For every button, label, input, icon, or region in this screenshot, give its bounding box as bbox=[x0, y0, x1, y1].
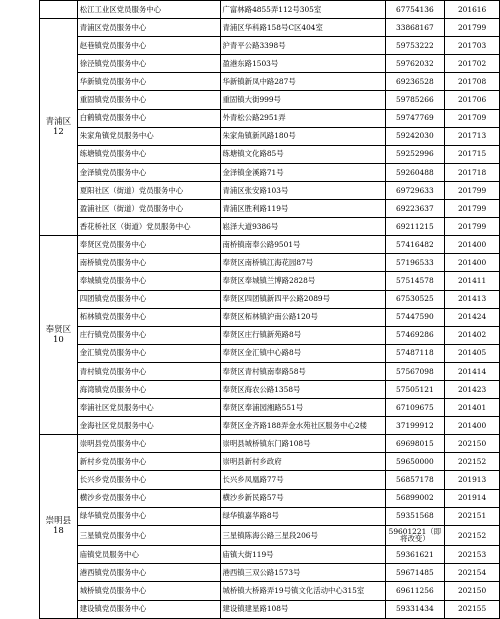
center-name-cell: 海湾镇党员服务中心 bbox=[77, 380, 220, 398]
table-row bbox=[40, 600, 500, 618]
phone-cell: 59747769 bbox=[385, 109, 445, 127]
table-row bbox=[40, 254, 500, 272]
zip-cell: 201424 bbox=[445, 308, 500, 326]
phone-cell: 59351568 bbox=[385, 507, 445, 525]
address-cell: 奉贤区柘林镇沪南公路120号 bbox=[220, 308, 385, 326]
address-cell: 三星镇陈海公路三星段206号 bbox=[220, 525, 385, 546]
zip-cell: 201414 bbox=[445, 362, 500, 380]
center-name-cell: 奉城镇党员服务中心 bbox=[77, 272, 220, 290]
phone-cell: 57469286 bbox=[385, 326, 445, 344]
zip-cell: 202153 bbox=[445, 546, 500, 564]
address-cell: 奉贤区南桥镇江海花园87号 bbox=[220, 254, 385, 272]
table-row bbox=[40, 1, 500, 19]
table-row bbox=[40, 344, 500, 362]
district-cell bbox=[40, 19, 78, 236]
center-name-cell: 长兴乡党员服务中心 bbox=[77, 471, 220, 489]
table-row bbox=[40, 308, 500, 326]
table-row bbox=[40, 163, 500, 181]
phone-cell: 59331434 bbox=[385, 600, 445, 618]
phone-cell: 59753222 bbox=[385, 37, 445, 55]
center-name-cell: 新村乡党员服务中心 bbox=[77, 453, 220, 471]
table-row bbox=[40, 471, 500, 489]
address-cell: 奉贤区庄行镇新苑路8号 bbox=[220, 326, 385, 344]
address-cell: 奉贤区金汇镇中心路8号 bbox=[220, 344, 385, 362]
phone-cell: 57567098 bbox=[385, 362, 445, 380]
phone-cell: 69211215 bbox=[385, 218, 445, 236]
table-row bbox=[40, 582, 500, 600]
phone-cell: 57196533 bbox=[385, 254, 445, 272]
phone-cell: 37199912 bbox=[385, 417, 445, 435]
center-name-cell: 建设镇党员服务中心 bbox=[77, 600, 220, 618]
center-name-cell: 奉浦社区党员服务中心 bbox=[77, 399, 220, 417]
phone-cell: 33868167 bbox=[385, 19, 445, 37]
address-cell: 沪青平公路3398号 bbox=[220, 37, 385, 55]
table-row bbox=[40, 37, 500, 55]
table-row bbox=[40, 489, 500, 507]
center-name-cell: 城桥镇党员服务中心 bbox=[77, 582, 220, 600]
district-name: 奉贤区 bbox=[45, 324, 72, 335]
zip-cell: 201703 bbox=[445, 37, 500, 55]
address-cell: 青浦区胜利路119号 bbox=[220, 200, 385, 218]
address-cell: 广富林路4855弄112号305室 bbox=[220, 1, 385, 19]
center-name-cell: 庄行镇党员服务中心 bbox=[77, 326, 220, 344]
district-cell bbox=[40, 1, 78, 19]
phone-cell: 67530525 bbox=[385, 290, 445, 308]
table-row bbox=[40, 507, 500, 525]
zip-cell: 202152 bbox=[445, 453, 500, 471]
phone-cell: 67754136 bbox=[385, 1, 445, 19]
address-cell: 长兴乡凤凰路77号 bbox=[220, 471, 385, 489]
address-cell: 盈港东路1503号 bbox=[220, 55, 385, 73]
center-name-cell: 重固镇党员服务中心 bbox=[77, 91, 220, 109]
phone-cell: 56857178 bbox=[385, 471, 445, 489]
center-name-cell: 徐泾镇党员服务中心 bbox=[77, 55, 220, 73]
zip-cell: 201718 bbox=[445, 163, 500, 181]
zip-cell: 201413 bbox=[445, 290, 500, 308]
center-name-cell: 四团镇党员服务中心 bbox=[77, 290, 220, 308]
address-cell: 青浦区华科路158号C区404室 bbox=[220, 19, 385, 37]
center-name-cell: 盈浦社区（街道）党员服务中心 bbox=[77, 200, 220, 218]
district-cell bbox=[40, 435, 78, 618]
table-row bbox=[40, 272, 500, 290]
address-cell: 奉贤区四团镇新四平公路2089号 bbox=[220, 290, 385, 308]
center-name-cell: 横沙乡党员服务中心 bbox=[77, 489, 220, 507]
table-row bbox=[40, 236, 500, 254]
table-row bbox=[40, 326, 500, 344]
zip-cell: 202150 bbox=[445, 435, 500, 453]
table-row bbox=[40, 145, 500, 163]
zip-cell: 201799 bbox=[445, 218, 500, 236]
table-row bbox=[40, 19, 500, 37]
address-cell: 南桥镇南奉公路9501号 bbox=[220, 236, 385, 254]
phone-cell: 56899002 bbox=[385, 489, 445, 507]
phone-cell: 57487118 bbox=[385, 344, 445, 362]
phone-cell: 59242030 bbox=[385, 127, 445, 145]
zip-cell: 202152 bbox=[445, 525, 500, 546]
address-cell: 崧泽大道9386号 bbox=[220, 218, 385, 236]
zip-cell: 201799 bbox=[445, 181, 500, 199]
address-cell: 横沙乡新民路57号 bbox=[220, 489, 385, 507]
table-row bbox=[40, 218, 500, 236]
zip-cell: 201799 bbox=[445, 200, 500, 218]
table-row bbox=[40, 546, 500, 564]
zip-cell: 202154 bbox=[445, 564, 500, 582]
address-cell: 绿华镇嘉华路8号 bbox=[220, 507, 385, 525]
phone-cell: 59260488 bbox=[385, 163, 445, 181]
table-row bbox=[40, 181, 500, 199]
zip-cell: 201715 bbox=[445, 145, 500, 163]
zip-cell: 201400 bbox=[445, 254, 500, 272]
center-name-cell: 夏阳社区（街道）党员服务中心 bbox=[77, 181, 220, 199]
zip-cell: 201914 bbox=[445, 489, 500, 507]
address-cell: 奉贤区青村镇南奉路58号 bbox=[220, 362, 385, 380]
table-row bbox=[40, 399, 500, 417]
phone-cell: 57447590 bbox=[385, 308, 445, 326]
district-count: 18 bbox=[52, 526, 64, 537]
address-cell: 崇明县城桥镇东门路108号 bbox=[220, 435, 385, 453]
phone-cell: 69698015 bbox=[385, 435, 445, 453]
phone-cell: 59252996 bbox=[385, 145, 445, 163]
table-row bbox=[40, 55, 500, 73]
address-cell: 金泽镇金溪路71号 bbox=[220, 163, 385, 181]
table-row bbox=[40, 200, 500, 218]
zip-cell: 201616 bbox=[445, 1, 500, 19]
phone-cell: 69611256 bbox=[385, 582, 445, 600]
address-cell: 庙镇大街119号 bbox=[220, 546, 385, 564]
zip-cell: 201706 bbox=[445, 91, 500, 109]
address-cell: 港西镇三双公路1573号 bbox=[220, 564, 385, 582]
phone-cell: 59785266 bbox=[385, 91, 445, 109]
table-row bbox=[40, 127, 500, 145]
center-name-cell: 朱家角镇党员服务中心 bbox=[77, 127, 220, 145]
phone-cell: 69236528 bbox=[385, 73, 445, 91]
center-name-cell: 崇明县党员服务中心 bbox=[77, 435, 220, 453]
address-cell: 奉贤区金齐路188弄金水苑社区服务中心2楼 bbox=[220, 417, 385, 435]
zip-cell: 201702 bbox=[445, 55, 500, 73]
center-name-cell: 青浦区党员服务中心 bbox=[77, 19, 220, 37]
address-cell: 外青松公路2951弄 bbox=[220, 109, 385, 127]
zip-cell: 201709 bbox=[445, 109, 500, 127]
zip-cell: 201708 bbox=[445, 73, 500, 91]
zip-cell: 201713 bbox=[445, 127, 500, 145]
center-name-cell: 白鹤镇党员服务中心 bbox=[77, 109, 220, 127]
center-name-cell: 柘林镇党员服务中心 bbox=[77, 308, 220, 326]
address-cell: 青浦区张安路103号 bbox=[220, 181, 385, 199]
district-name: 青浦区 bbox=[45, 116, 72, 127]
center-name-cell: 练塘镇党员服务中心 bbox=[77, 145, 220, 163]
zip-cell: 202155 bbox=[445, 600, 500, 618]
phone-cell: 57416482 bbox=[385, 236, 445, 254]
address-cell: 建设镇建星路108号 bbox=[220, 600, 385, 618]
zip-cell: 201423 bbox=[445, 380, 500, 398]
zip-cell: 201401 bbox=[445, 399, 500, 417]
zip-cell: 201799 bbox=[445, 19, 500, 37]
address-cell: 城桥镇大桥路弄19号镇文化活动中心315室 bbox=[220, 582, 385, 600]
district-count: 12 bbox=[52, 127, 64, 138]
center-name-cell: 南桥镇党员服务中心 bbox=[77, 254, 220, 272]
district-count: 10 bbox=[52, 335, 64, 346]
center-name-cell: 香花桥社区（街道）党员服务中心 bbox=[77, 218, 220, 236]
phone-cell: 69223637 bbox=[385, 200, 445, 218]
table-row bbox=[40, 109, 500, 127]
table-row bbox=[40, 525, 500, 546]
address-cell: 崇明县新村乡政府 bbox=[220, 453, 385, 471]
service-center-table bbox=[39, 0, 500, 619]
table-row bbox=[40, 417, 500, 435]
phone-cell: 69729633 bbox=[385, 181, 445, 199]
zip-cell: 201400 bbox=[445, 417, 500, 435]
address-cell: 练塘镇文化路85号 bbox=[220, 145, 385, 163]
phone-cell: 67109675 bbox=[385, 399, 445, 417]
table-row bbox=[40, 380, 500, 398]
address-cell: 朱家角镇新风路180号 bbox=[220, 127, 385, 145]
district-cell bbox=[40, 236, 78, 435]
center-name-cell: 金泽镇党员服务中心 bbox=[77, 163, 220, 181]
table-row bbox=[40, 564, 500, 582]
table-row bbox=[40, 73, 500, 91]
center-name-cell: 松江工业区党员服务中心 bbox=[77, 1, 220, 19]
phone-cell: 59601221（即将改变） bbox=[385, 525, 445, 546]
center-name-cell: 三星镇党员服务中心 bbox=[77, 525, 220, 546]
zip-cell: 201411 bbox=[445, 272, 500, 290]
table-row bbox=[40, 453, 500, 471]
phone-cell: 59762032 bbox=[385, 55, 445, 73]
address-cell: 奉贤区海农公路1358号 bbox=[220, 380, 385, 398]
zip-cell: 201405 bbox=[445, 344, 500, 362]
phone-cell: 59650000 bbox=[385, 453, 445, 471]
address-cell: 奉贤区奉浦园湘路551号 bbox=[220, 399, 385, 417]
center-name-cell: 港西镇党员服务中心 bbox=[77, 564, 220, 582]
zip-cell: 202151 bbox=[445, 507, 500, 525]
address-cell: 华新镇新凤中路287号 bbox=[220, 73, 385, 91]
center-name-cell: 青村镇党员服务中心 bbox=[77, 362, 220, 380]
center-name-cell: 赵巷镇党员服务中心 bbox=[77, 37, 220, 55]
table-row bbox=[40, 362, 500, 380]
center-name-cell: 金汇镇党员服务中心 bbox=[77, 344, 220, 362]
center-name-cell: 华新镇党员服务中心 bbox=[77, 73, 220, 91]
table-row bbox=[40, 290, 500, 308]
address-cell: 重固镇大街999号 bbox=[220, 91, 385, 109]
phone-cell: 57505121 bbox=[385, 380, 445, 398]
zip-cell: 201402 bbox=[445, 326, 500, 344]
center-name-cell: 奉贤区党员服务中心 bbox=[77, 236, 220, 254]
center-name-cell: 庙镇党员服务中心 bbox=[77, 546, 220, 564]
phone-cell: 57514578 bbox=[385, 272, 445, 290]
center-name-cell: 绿华镇党员服务中心 bbox=[77, 507, 220, 525]
zip-cell: 202150 bbox=[445, 582, 500, 600]
phone-cell: 59361621 bbox=[385, 546, 445, 564]
zip-cell: 201913 bbox=[445, 471, 500, 489]
address-cell: 奉贤区奉城镇兰博路2828号 bbox=[220, 272, 385, 290]
table-row bbox=[40, 435, 500, 453]
center-name-cell: 金海社区党员服务中心 bbox=[77, 417, 220, 435]
document-page bbox=[39, 0, 500, 619]
table-row bbox=[40, 91, 500, 109]
zip-cell: 201400 bbox=[445, 236, 500, 254]
phone-cell: 59671485 bbox=[385, 564, 445, 582]
district-name: 崇明县 bbox=[45, 515, 72, 526]
table-body bbox=[40, 1, 500, 619]
